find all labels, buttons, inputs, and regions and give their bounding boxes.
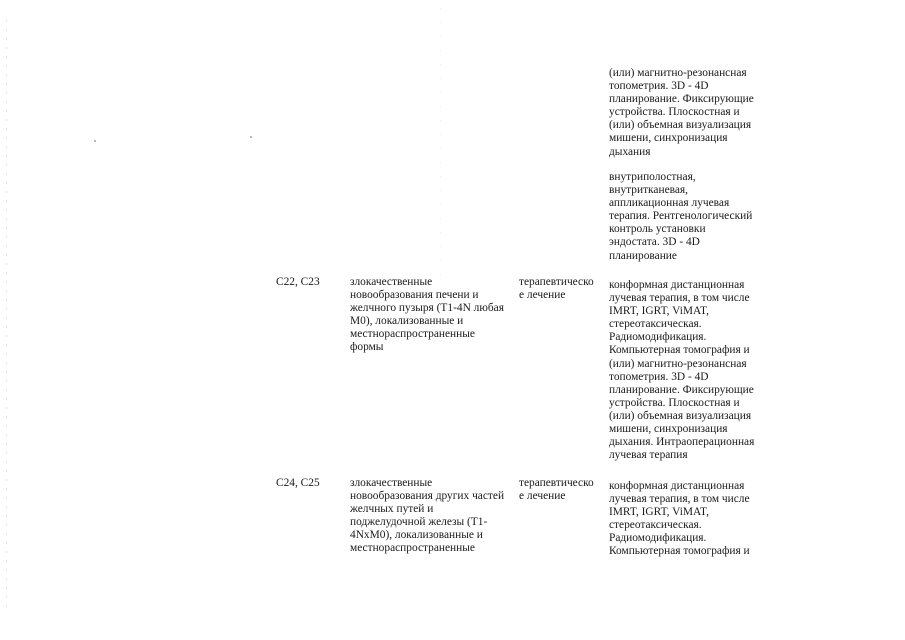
row-diagnosis: злокачественные новообразования печени и желчного пузыря (T1-4N любая M0), локализованные и местнораспространенные формы xyxy=(350,276,504,354)
row-diagnosis: злокачественные новообразования других частей желчных путей и поджелудочной железы (T1- 4NxM0), локализованные и местнораспространенные xyxy=(350,477,505,555)
method-continuation-1: (или) магнитно-резонансная топометрия. 3D - 4D планирование. Фиксирующие устройства. Плоскостная и (или) объемная визуализация мишени, синхронизация дыхания xyxy=(609,67,754,158)
scan-edge-artifact xyxy=(6,20,7,610)
row-code: C24, C25 xyxy=(276,477,320,489)
row-treatment-type: терапевтическо е лечение xyxy=(519,276,594,302)
row-method: конформная дистанционная лучевая терапия, в том числе IMRT, IGRT, ViMAT, стереотаксическая. Радиомодификация. Компьютерная томография и xyxy=(609,480,750,558)
scan-speck xyxy=(250,136,252,138)
scan-speck xyxy=(94,140,96,142)
scan-fold-artifact xyxy=(440,8,441,288)
method-continuation-2: внутриполостная, внутритканевая, аппликационная лучевая терапия. Рентгенологический контроль установки эндостата. 3D - 4D планирование xyxy=(609,171,753,262)
row-treatment-type: терапевтическо е лечение xyxy=(519,477,594,503)
row-method: конформная дистанционная лучевая терапия, в том числе IMRT, IGRT, ViMAT, стереотаксическая. Радиомодификация. Компьютерная томография и (или) магнитно-резонансная топометрия. 3D - 4D планирование. Фиксирующие устройства. Плоскостная и (или) объемная визуализация мишени, синхронизация дыхания. Интраоперационная лучевая терапия xyxy=(609,279,755,462)
row-code: C22, C23 xyxy=(276,276,320,288)
